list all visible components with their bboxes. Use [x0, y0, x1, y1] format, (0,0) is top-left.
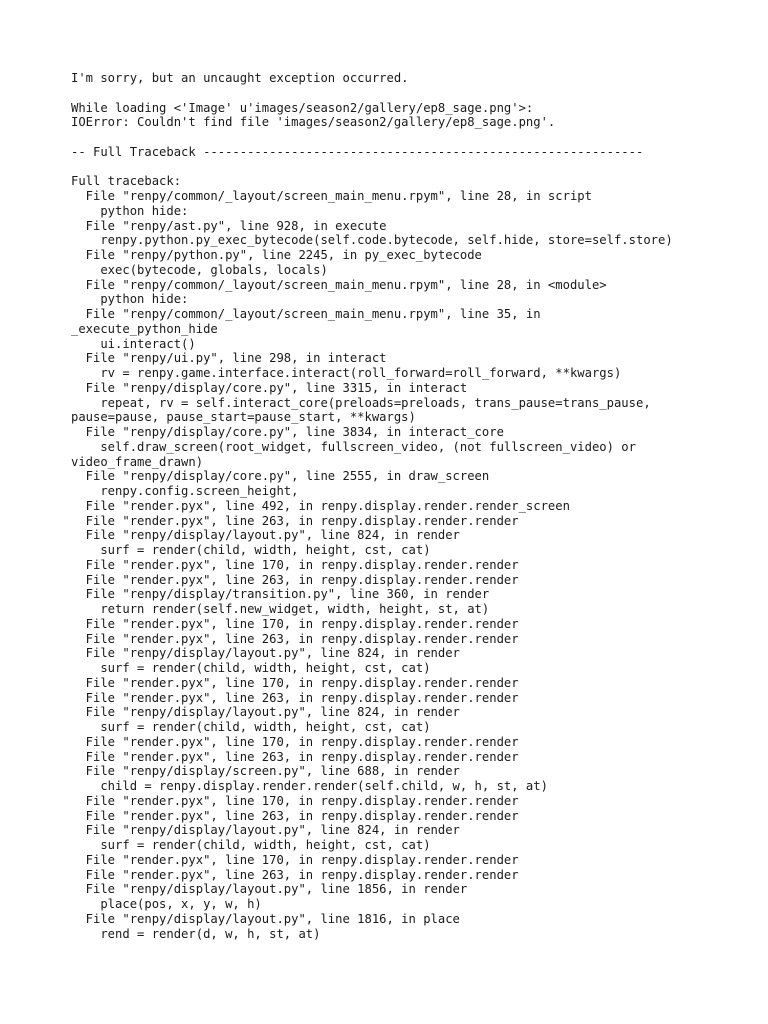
traceback-line: renpy.config.screen_height, [71, 484, 299, 498]
error-context: While loading <'Image' u'images/season2/gallery/ep8_sage.png'>: [71, 100, 534, 115]
traceback-list [71, 189, 751, 941]
traceback-line: File "render.pyx", line 263, in renpy.display.render.render [71, 631, 519, 646]
traceback-line: File "renpy/python.py", line 2245, in py_exec_bytecode [71, 248, 482, 262]
traceback-line: video_frame_drawn) [71, 454, 204, 469]
traceback-line: python hide: [71, 203, 189, 218]
traceback-line: File "renpy/display/layout.py", line 824, in render [71, 528, 460, 543]
traceback-line: File "renpy/display/layout.py", line 824, in render [71, 705, 460, 720]
traceback-line: File "renpy/display/layout.py", line 824, in render [71, 646, 460, 661]
traceback-line: self.draw_screen(root_widget, fullscreen_video, (not fullscreen_video) or [71, 439, 636, 454]
traceback-line: File "renpy/display/layout.py", line 1856, in render [71, 882, 468, 897]
traceback-line: File "render.pyx", line 263, in renpy.display.render.render [71, 808, 519, 823]
traceback-line: pause=pause, pause_start=pause_start, **kwargs) [71, 410, 416, 425]
traceback-line: renpy.python.py_exec_bytecode(self.code.bytecode, self.hide, store=self.store) [71, 233, 673, 248]
traceback-line: File "render.pyx", line 170, in renpy.display.render.render [71, 852, 519, 867]
traceback-line: File "renpy/common/_layout/screen_main_menu.rpym", line 35, in [71, 307, 541, 321]
traceback-line: File "render.pyx", line 170, in renpy.display.render.render [71, 557, 519, 572]
traceback-line: File "renpy/display/core.py", line 3315, in interact [71, 380, 468, 395]
traceback-line: File "renpy/display/screen.py", line 688, in render [71, 764, 460, 779]
error-report [71, 71, 751, 941]
traceback-line: rv = renpy.game.interface.interact(roll_forward=roll_forward, **kwargs) [71, 366, 622, 380]
traceback-line: File "render.pyx", line 170, in renpy.display.render.render [71, 793, 519, 808]
traceback-line: File "render.pyx", line 263, in renpy.display.render.render [71, 749, 519, 764]
traceback-line: ui.interact() [71, 336, 196, 351]
traceback-line: surf = render(child, width, height, cst, cat) [71, 543, 431, 557]
traceback-line: File "renpy/ast.py", line 928, in execute [71, 218, 387, 233]
traceback-line: return render(self.new_widget, width, height, st, at) [71, 602, 490, 616]
traceback-line: _execute_python_hide [71, 321, 218, 336]
traceback-line: surf = render(child, width, height, cst, cat) [71, 661, 431, 675]
traceback-line: File "render.pyx", line 263, in renpy.display.render.render [71, 690, 519, 705]
traceback-line: File "render.pyx", line 170, in renpy.display.render.render [71, 734, 519, 749]
traceback-line: File "renpy/display/core.py", line 3834, in interact_core [71, 425, 504, 439]
traceback-line: File "renpy/ui.py", line 298, in interact [71, 351, 387, 366]
traceback-line: surf = render(child, width, height, cst, cat) [71, 838, 431, 852]
traceback-line: File "renpy/common/_layout/screen_main_menu.rpym", line 28, in <module> [71, 277, 607, 292]
traceback-line: File "render.pyx", line 263, in renpy.display.render.render [71, 572, 519, 587]
traceback-line: File "render.pyx", line 492, in renpy.display.render.render_screen [71, 498, 570, 513]
spacer [71, 86, 751, 101]
traceback-line: File "renpy/display/core.py", line 2555, in draw_screen [71, 469, 490, 484]
traceback-line: File "renpy/display/transition.py", line 360, in render [71, 587, 490, 602]
spacer [71, 160, 751, 175]
traceback-line: File "render.pyx", line 263, in renpy.display.render.render [71, 867, 519, 882]
traceback-line: exec(bytecode, globals, locals) [71, 262, 328, 277]
section-header: -- Full Traceback ------------------------------------------------------------ [71, 144, 644, 159]
traceback-title: Full traceback: [71, 174, 182, 189]
traceback-line: place(pos, x, y, w, h) [71, 897, 262, 911]
traceback-line: File "renpy/common/_layout/screen_main_menu.rpym", line 28, in script [71, 189, 592, 203]
traceback-line: File "render.pyx", line 170, in renpy.display.render.render [71, 675, 519, 690]
intro-text: I'm sorry, but an uncaught exception occurred. [71, 71, 409, 85]
error-message: IOError: Couldn't find file 'images/season2/gallery/ep8_sage.png'. [71, 115, 556, 130]
traceback-line: rend = render(d, w, h, st, at) [71, 926, 321, 941]
traceback-line: File "renpy/display/layout.py", line 824, in render [71, 823, 460, 838]
spacer [71, 130, 751, 145]
traceback-line: File "render.pyx", line 263, in renpy.display.render.render [71, 513, 519, 528]
traceback-line: child = renpy.display.render.render(self.child, w, h, st, at) [71, 779, 548, 793]
traceback-line: File "render.pyx", line 170, in renpy.display.render.render [71, 616, 519, 631]
traceback-line: repeat, rv = self.interact_core(preloads=preloads, trans_pause=trans_pause, [71, 395, 651, 410]
traceback-line: File "renpy/display/layout.py", line 1816, in place [71, 911, 460, 926]
traceback-line: surf = render(child, width, height, cst, cat) [71, 720, 431, 734]
traceback-line: python hide: [71, 292, 189, 307]
